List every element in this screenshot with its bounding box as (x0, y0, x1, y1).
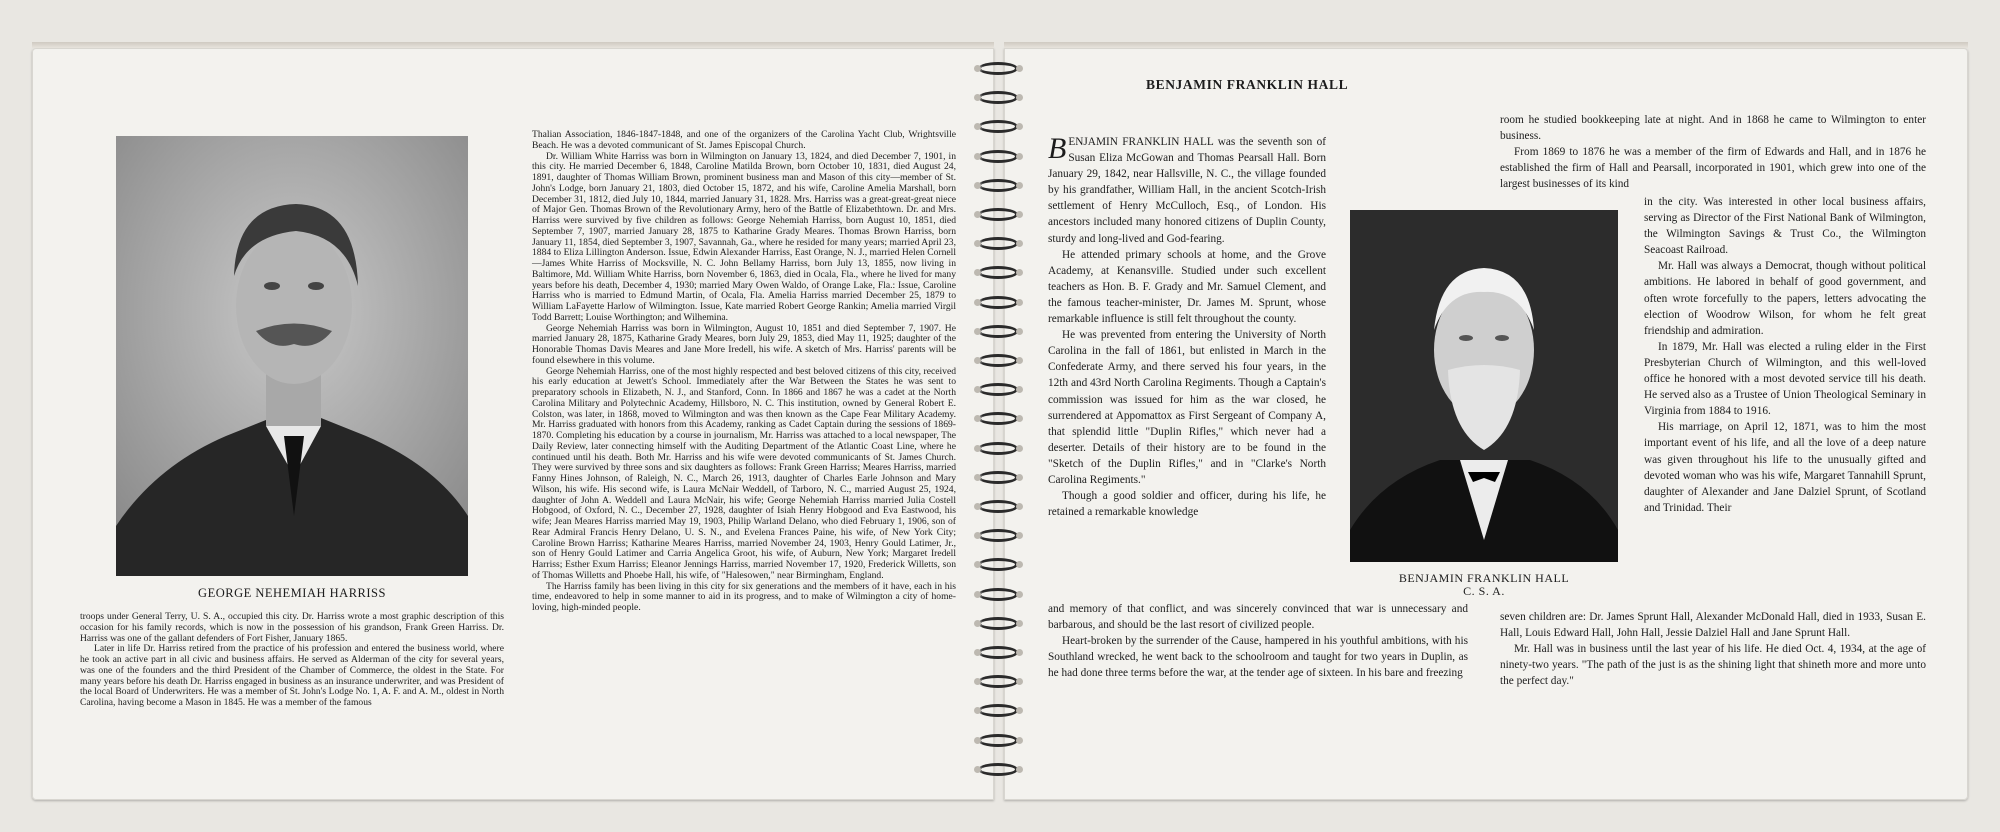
punch-hole (974, 591, 981, 598)
paragraph: His marriage, on April 12, 1871, was to him the most important event of his life, and all the love of a deep nature was given throughout his life to the unusually gifted and devoted woman who was his wife, Margaret Tannahill Sprunt, daughter of Alexander and Jane Dalziel Sprunt, of Scotland and Trinidad. Their (1644, 421, 1926, 514)
right-page-column-2-top (1500, 112, 1926, 192)
punch-hole (1016, 182, 1023, 189)
photo-caption-harriss: GEORGE NEHEMIAH HARRISS (198, 586, 386, 600)
paragraph: From 1869 to 1876 he was a member of the firm of Edwards and Hall, and in 1876 he established the firm of Hall and Pearsall, incorporated in 1901, which grew into one of the largest businesses of its kind (1500, 146, 1926, 191)
paragraph: He was prevented from entering the University of North Carolina in the fall of 1861, but enlisted in March in the Confederate Army, and there served his four years, in the 12th and 43rd North Carolina Regiments. Though a Captain's commission was issued for him as the war closed, he surrendered at Appomattox as First Sergeant of Company A, that splendid little "Duplin Rifles," which never had a deserter. Details of their history are to be found in the "Sketch of the Duplin Rifles," and in "Clarke's North Carolina Regiments." (1048, 329, 1326, 486)
punch-hole (1016, 561, 1023, 568)
drop-cap: B (1048, 132, 1067, 165)
punch-hole (1016, 328, 1023, 335)
binding-ring (978, 412, 1018, 425)
right-page-column-2-bottom (1500, 609, 1926, 689)
binding-ring (978, 325, 1018, 338)
paragraph: seven children are: Dr. James Sprunt Hall, Alexander McDonald Hall, died in 1933, Susan E. Hall, Louis Edward Hall, John Hall, Jessie Dalziel Hall and Jane Sprunt Hall. (1500, 611, 1926, 640)
article-title: BENJAMIN FRANKLIN HALL (1146, 77, 1349, 92)
punch-hole (974, 503, 981, 510)
paragraph: In 1879, Mr. Hall was elected a ruling elder in the First Presbyterian Church of Wilmington, and this well-loved office he honored with a most devoted service till his death. He served also as a Trustee of Union Theological Seminary in Virginia from 1884 to 1916. (1644, 340, 1926, 418)
paragraph: room he studied bookkeeping late at night. And in 1868 he came to Wilmington to enter business. (1500, 114, 1926, 143)
binding-ring (978, 558, 1018, 571)
paragraph: in the city. Was interested in other local business affairs, serving as Director of the First National Bank of Wilmington, the Wilmington Savings & Trust Co., the Wilmington Seacoast Railroad. (1644, 196, 1926, 257)
binding-ring (978, 734, 1018, 747)
binding-ring (978, 62, 1018, 75)
binding-ring (978, 208, 1018, 221)
punch-hole (974, 737, 981, 744)
punch-hole (974, 211, 981, 218)
punch-hole (1016, 299, 1023, 306)
punch-hole (1016, 503, 1023, 510)
binding-ring (978, 675, 1018, 688)
punch-hole (1016, 153, 1023, 160)
binding-ring (978, 150, 1018, 163)
punch-hole (1016, 445, 1023, 452)
punch-hole (1016, 415, 1023, 422)
punch-hole (974, 649, 981, 656)
punch-hole (974, 299, 981, 306)
punch-hole (1016, 386, 1023, 393)
page-edge (1004, 42, 1968, 48)
punch-hole (974, 65, 981, 72)
right-page-column-1-bottom (1048, 601, 1468, 681)
binding-ring (978, 179, 1018, 192)
punch-hole (1016, 65, 1023, 72)
punch-hole (974, 357, 981, 364)
photo-caption-hall (1340, 572, 1628, 598)
caption-line: BENJAMIN FRANKLIN HALL (1398, 571, 1570, 585)
binding-ring (978, 471, 1018, 484)
paragraph: Mr. Hall was always a Democrat, though without political ambitions. He labored in behalf of good government, and often wrote forcefully to the papers, letters advocating the election of Woodrow Wilson, for whom he felt great friendship and admiration. (1644, 260, 1926, 337)
paragraph: George Nehemiah Harriss, one of the most highly respected and best beloved citizens of this city, received his early education at Jewett's School. Immediately after the War Between the States he was sent to preparatory schools in Elizabeth, N. J., and Stanford, Conn. In 1866 and 1867 he was a cadet at the North Carolina Military and Polytechnic Academy, Hillsboro, N. C. This institution, owned by General Robert E. Colston, was later, in 1868, moved to Wilmington and was then known as the Cape Fear Military Academy. Mr. Harriss graduated with honors from this Academy, ranking as Cadet Captain during the sessions of 1869-1870. Completing his education by a course in journalism, Mr. Harriss was attached to a local newspaper, The Daily Review, later connecting himself with the Auditing Department of the Atlantic Coast Line, where he continued until his death. Both Mr. Harriss and his wife were devoted communicants of St. James Church. They were survived by three sons and six daughters as follows: Frank Green Harriss; Meares Harriss, married Fanny Hines Johnson, of Raleigh, N. C., March 26, 1913, daughter of Charles Earle Johnson and Mary Wilson, his wife. His second wife, is Laura McNair Weddell, of Tarboro, N. C., married August 25, 1924, daughter of John A. Weddell and Laura McNair, his wife; George Nehemiah Harriss married Julia Costell Hobgood, of Oxford, N. C., December 27, 1928, daughter of Isiah Henry Hobgood and Eva Eastwood, his wife; Jean Meares Harriss married May 19, 1903, Philip Warland Delano, who died February 1, 1906, son of Rear Admiral Francis Henry Delano, U. S. N., and Evelena Frances Paine, his wife, of New York City; Caroline Brown Harriss; Katharine Meares Harriss, married November 24, 1903, Henry Gould Latimer, Jr., son of Henry Gould Latimer and Carria Angelica Groot, his wife, of Auburn, New York; Margaret Iredell Harriss; Esther Exum Harriss; Eleanor Jennings Harriss, married November 17, 1920, Frederick Willetts, son of Thomas Willetts and Phoebe Hall, his wife, of "Halesowen," near Birmingham, England. (532, 365, 956, 581)
portrait-harriss-image (116, 136, 468, 576)
punch-hole (1016, 357, 1023, 364)
caption-line: C. S. A. (1463, 584, 1505, 598)
binding-ring (978, 704, 1018, 717)
right-page-column-2-side (1644, 194, 1926, 516)
binding-ring (978, 763, 1018, 776)
left-page-below-photo-text (80, 612, 504, 709)
punch-hole (1016, 211, 1023, 218)
punch-hole (974, 766, 981, 773)
punch-hole (974, 182, 981, 189)
portrait-photo-hall (1350, 210, 1618, 562)
binding-ring (978, 529, 1018, 542)
punch-hole (1016, 123, 1023, 130)
punch-hole (1016, 678, 1023, 685)
punch-hole (1016, 474, 1023, 481)
left-page-right-column (532, 130, 956, 614)
punch-hole (1016, 649, 1023, 656)
binding-ring (978, 646, 1018, 659)
portrait-photo-harriss (116, 136, 468, 576)
binding-ring (978, 296, 1018, 309)
punch-hole (1016, 532, 1023, 539)
punch-hole (974, 620, 981, 627)
punch-hole (1016, 620, 1023, 627)
paragraph: BENJAMIN FRANKLIN HALL was the seventh son of Susan Eliza McGowan and Thomas Pearsall Hall. Born January 29, 1842, near Hallsville, N. C., the village founded by his grandfather, William Hall, in the ancient Scotch-Irish settlement of Henry McCulloch, Esq., of London. His ancestors included many honored citizens of Duplin County, sturdy and long-lived and God-fearing. (1048, 132, 1326, 245)
binding-ring (978, 120, 1018, 133)
binding-ring (978, 237, 1018, 250)
binding-ring (978, 383, 1018, 396)
paragraph: The Harriss family has been living in this city for six generations and the members of it have, each in his time, endeavored to help in some manner to aid in its progress, and to make of Wilmington a city of home-loving, high-minded people. (532, 580, 956, 613)
punch-hole (1016, 766, 1023, 773)
paragraph: and memory of that conflict, and was sincerely convinced that war is unnecessary and barbarous, and should be the last resort of civilized people. (1048, 603, 1468, 632)
punch-hole (974, 445, 981, 452)
binding-ring (978, 588, 1018, 601)
punch-hole (1016, 737, 1023, 744)
binding-ring (978, 500, 1018, 513)
punch-hole (974, 328, 981, 335)
paragraph: Dr. William White Harriss was born in Wilmington on January 13, 1824, and died December 7, 1901, in this city. He married December 6, 1848, Caroline Matilda Brown, born October 10, 1831, died August 24, 1891, daughter of Thomas William Brown, prominent business man and Mason of this city—member of St. John's Lodge, born January 21, 1803, died October 15, 1872, and his wife, Caroline Amelia Marshall, born December 31, 1812, died July 10, 1844, married January 31, 1828. Mrs. Harriss was a great-great-great niece of Major Gen. Thomas Brown of the Revolutionary Army, hero of the Battle of Elizabethtown. Dr. and Mrs. Harriss were survived by five children as follows: George Nehemiah Harriss, born August 10, 1851, died September 7, 1907, married January 28, 1875 to Katharine Grady Meares. Thomas Brown Harriss, born January 11, 1854, died September 3, 1907, Savannah, Ga., where he resided for many years; married April 23, 1884 to Eliza Lillington Anderson. Issue, Edwin Alexander Harriss, East Orange, N. J., married Helen Cornell—James White Harriss of Mocksville, N. C. John Bellamy Harriss, born July 13, 1855, now living in Baltimore, Md. William White Harriss, born November 6, 1863, died in Ocala, Fla., where he lived for many years before his death, December 4, 1930; married Mary Owen Waldo, of Orange Lake, Fla.: Issue, Caroline Harriss who is married to Edmund Martin, of Ocala, Fla. Amelia Harriss married December 25, 1879 to William LaFayette Harlow of Wilmington. Issue, Kate married Robert George Rankin; Amelia married Virgil Todd Barrett; Louise Worthington; and Wilhemina. (532, 150, 956, 323)
punch-hole (1016, 591, 1023, 598)
spiral-binding (972, 62, 1026, 792)
binding-ring (978, 91, 1018, 104)
punch-hole (1016, 240, 1023, 247)
binding-ring (978, 266, 1018, 279)
binding-ring (978, 354, 1018, 367)
binding-ring (978, 617, 1018, 630)
punch-hole (1016, 94, 1023, 101)
paragraph: He attended primary schools at home, and the Grove Academy, at Kenansville. Studied under such excellent teachers as Hon. B. F. Grady and Mr. Samuel Clement, and the famous teacher-minister, Dr. James M. Sprunt, whose remarkable influence is still felt throughout the county. (1048, 248, 1326, 326)
paragraph: Thalian Association, 1846-1847-1848, and one of the organizers of the Carolina Yacht Club, Wrightsville Beach. He was a devoted communicant of St. James Episcopal Church. (532, 129, 956, 151)
binding-ring (978, 442, 1018, 455)
paragraph: Mr. Hall was in business until the last year of his life. He died Oct. 4, 1934, at the age of ninety-two years. "The path of the just is as the shining light that shineth more and more unto the perfect day." (1500, 643, 1926, 688)
portrait-hall-image (1350, 210, 1618, 562)
paragraph: Heart-broken by the surrender of the Cause, hampered in his youthful ambitions, with his Southland wrecked, he went back to the schoolroom and taught for two years in Duplin, as he had done three terms before the war, at the tender age of sixteen. In his bare and freezing (1048, 635, 1468, 680)
paragraph: Later in life Dr. Harriss retired from the practice of his profession and entered the business world, where he took an active part in all civic and business affairs. He served as Alderman of the city for several years, was one of the founders and the third President of the Chamber of Commerce, the oldest in the State. For many years before his death Dr. Harriss engaged in business as an insurance underwriter, and was President of the local Board of Underwriters. He was a member of St. John's Lodge No. 1, A. F. and A. M., oldest in North Carolina, having become a Mason in 1845. He was a member of the famous (80, 643, 504, 708)
punch-hole (974, 153, 981, 160)
page-edge (32, 42, 994, 48)
punch-hole (1016, 269, 1023, 276)
paragraph: troops under General Terry, U. S. A., occupied this city. Dr. Harriss wrote a most graphic description of this occasion for his family records, which is now in the possession of his grandson, Frank Green Harriss. Dr. Harriss was one of the gallant defenders of Fort Fisher, January 1865. (80, 611, 504, 644)
paragraph: George Nehemiah Harriss was born in Wilmington, August 10, 1851 and died September 7, 1907. He married January 28, 1875, Katharine Grady Meares, born July 29, 1853, died May 11, 1925; daughter of the Honorable Thomas Davis Meares and Jane More Iredell, his wife. A sketch of Mrs. Harriss' parents will be found elsewhere in this volume. (532, 322, 956, 366)
punch-hole (1016, 707, 1023, 714)
punch-hole (974, 474, 981, 481)
paragraph: Though a good soldier and officer, during his life, he retained a remarkable knowledge (1048, 490, 1326, 519)
right-page-column-1 (1048, 134, 1326, 520)
